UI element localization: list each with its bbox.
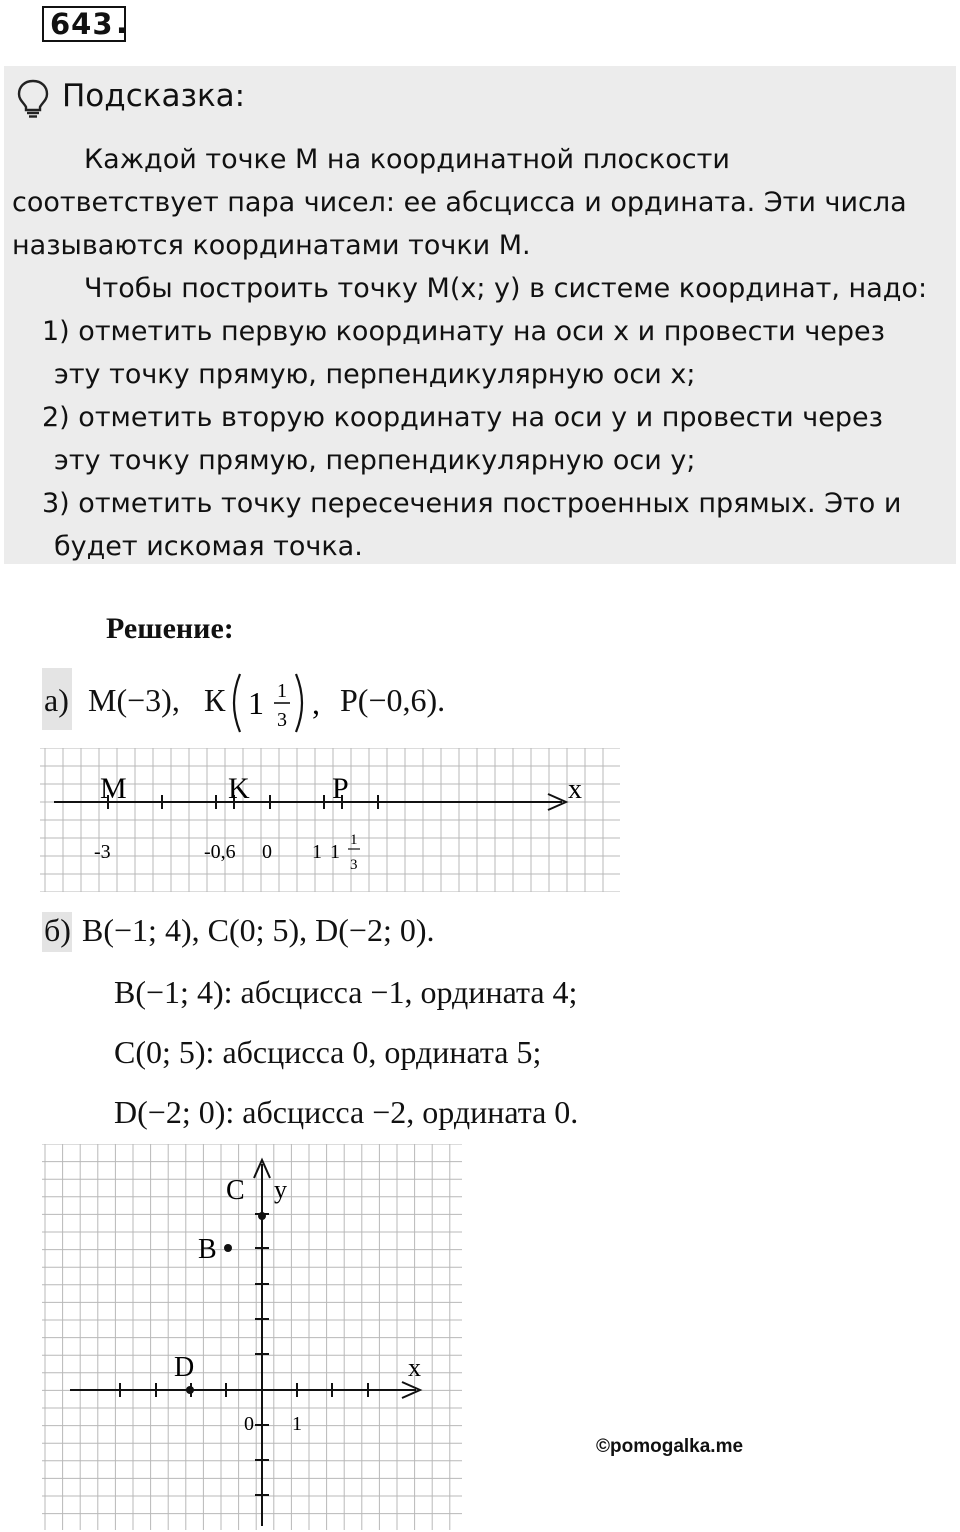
point-d-row: D(−2; 0): абсцисса −2, ордината 0. bbox=[114, 1094, 579, 1130]
origin-label: 0 bbox=[244, 1413, 254, 1435]
hint-line: будет искомая точка. bbox=[54, 531, 363, 562]
point-k-fraction bbox=[228, 668, 328, 738]
hint-line: Каждой точке М на координатной плоскости bbox=[84, 144, 730, 175]
k-suffix: , bbox=[312, 685, 320, 721]
point-b-row: B(−1; 4): абсцисса −1, ордината 4; bbox=[114, 974, 578, 1010]
hint-box bbox=[4, 66, 956, 564]
tick-label: 0 bbox=[262, 841, 272, 863]
tick-label: -3 bbox=[94, 841, 111, 863]
hint-line: эту точку прямую, перпендикулярную оси x; bbox=[54, 359, 696, 390]
hint-line: называются координатами точки М. bbox=[12, 230, 531, 261]
tick-label: -0,6 bbox=[204, 841, 236, 863]
grid-lines bbox=[40, 748, 620, 892]
grid-lines bbox=[42, 1144, 462, 1530]
lightbulb-icon bbox=[16, 78, 50, 118]
hint-line: 3) отметить точку пересечения построенных прямых. Это и bbox=[42, 488, 902, 519]
point-d bbox=[186, 1386, 194, 1394]
tick-label: 1 bbox=[312, 841, 322, 863]
k-whole: 1 bbox=[248, 685, 264, 721]
hint-line: 1) отметить первую координату на оси x и провести через bbox=[42, 316, 885, 347]
label-k: K bbox=[228, 772, 250, 805]
label-p: P bbox=[332, 772, 349, 805]
point-k-prefix: К bbox=[204, 682, 226, 718]
problem-number-dot: . bbox=[116, 6, 128, 40]
point-c bbox=[258, 1212, 266, 1220]
point-b bbox=[224, 1244, 232, 1252]
tick-k-den: 3 bbox=[350, 857, 358, 873]
point-p-text: P(−0,6). bbox=[340, 682, 446, 718]
part-b-points: B(−1; 4), C(0; 5), D(−2; 0). bbox=[82, 912, 435, 948]
problem-number: 643 bbox=[50, 7, 114, 41]
label-m: M bbox=[100, 772, 127, 805]
label-d: D bbox=[174, 1352, 195, 1383]
x-axis-label: x bbox=[408, 1353, 421, 1382]
unit-label: 1 bbox=[292, 1413, 302, 1435]
part-a-label: а) bbox=[44, 682, 69, 718]
point-c-row: C(0; 5): абсцисса 0, ордината 5; bbox=[114, 1034, 542, 1070]
k-numerator: 1 bbox=[277, 680, 287, 702]
hint-line: Чтобы построить точку М(x; y) в системе координат, надо: bbox=[84, 273, 928, 304]
solution-title: Решение: bbox=[106, 612, 234, 645]
number-line-grid bbox=[40, 748, 620, 892]
part-b-label: б) bbox=[44, 912, 71, 948]
hint-line: соответствует пара чисел: ее абсцисса и ордината. Эти числа bbox=[12, 187, 907, 218]
problem-number-box bbox=[42, 6, 126, 42]
point-m-text: M(−3), bbox=[88, 682, 180, 718]
coordinate-plane-grid bbox=[42, 1144, 462, 1530]
label-b: B bbox=[198, 1234, 217, 1265]
watermark: ©pomogalka.me bbox=[596, 1436, 744, 1457]
tick-k-whole: 1 bbox=[330, 841, 340, 863]
label-c: C bbox=[226, 1175, 245, 1206]
x-axis-label: x bbox=[568, 774, 582, 805]
hint-title: Подсказка: bbox=[62, 78, 246, 114]
hint-line: 2) отметить вторую координату на оси y и провести через bbox=[42, 402, 883, 433]
y-axis-label: y bbox=[274, 1175, 287, 1204]
axis-ticks bbox=[120, 1214, 368, 1495]
tick-k-num: 1 bbox=[350, 832, 358, 848]
k-denominator: 3 bbox=[277, 709, 287, 731]
hint-line: эту точку прямую, перпендикулярную оси y; bbox=[54, 445, 696, 476]
